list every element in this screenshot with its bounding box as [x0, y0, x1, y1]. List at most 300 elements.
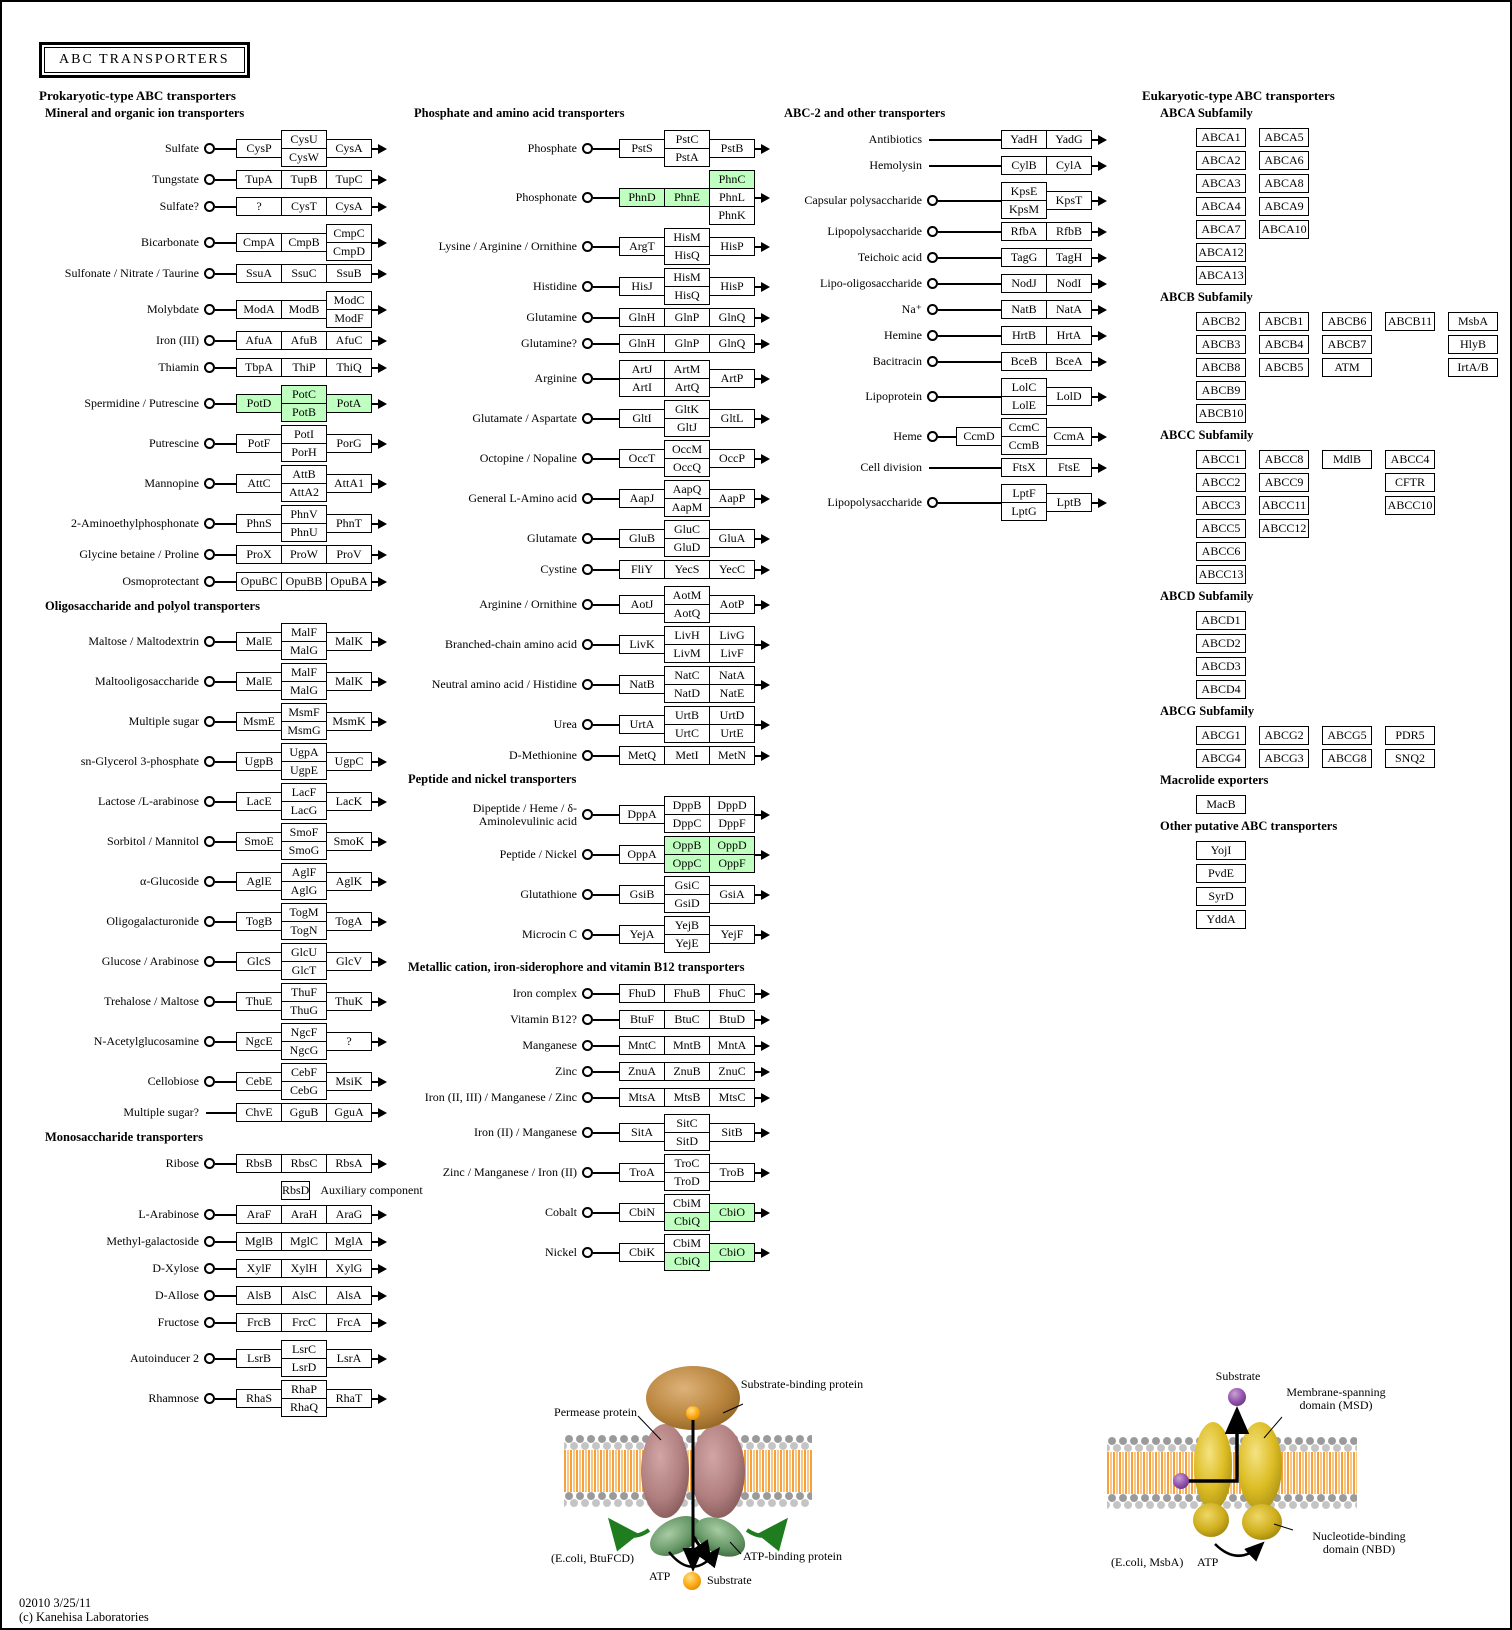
- gene-box[interactable]: OccM: [664, 440, 710, 459]
- gene-box[interactable]: GluC: [664, 520, 710, 539]
- compound-circle[interactable]: [204, 1263, 215, 1274]
- gene-box[interactable]: ABCC12: [1259, 519, 1309, 538]
- gene-box[interactable]: FrcA: [326, 1313, 372, 1332]
- gene-box[interactable]: ThuF: [281, 983, 327, 1002]
- gene-box[interactable]: MsmK: [326, 712, 372, 731]
- compound-circle[interactable]: [927, 356, 938, 367]
- compound-circle[interactable]: [204, 1209, 215, 1220]
- gene-box[interactable]: AotQ: [664, 604, 710, 623]
- gene-box[interactable]: TroD: [664, 1172, 710, 1191]
- compound-circle[interactable]: [204, 438, 215, 449]
- gene-box[interactable]: ABCB9: [1196, 381, 1246, 400]
- gene-box[interactable]: CcmC: [1001, 418, 1047, 437]
- gene-box[interactable]: PstB: [709, 139, 755, 158]
- gene-box[interactable]: ABCA4: [1196, 197, 1246, 216]
- gene-box[interactable]: CysA: [326, 197, 372, 216]
- gene-box[interactable]: ModB: [281, 300, 327, 319]
- compound-circle[interactable]: [582, 1167, 593, 1178]
- compound-circle[interactable]: [204, 676, 215, 687]
- gene-box[interactable]: TroA: [619, 1163, 665, 1182]
- gene-box[interactable]: BtuD: [709, 1010, 755, 1029]
- gene-box[interactable]: AglK: [326, 872, 372, 891]
- gene-box[interactable]: OppB: [664, 836, 710, 855]
- compound-circle[interactable]: [927, 330, 938, 341]
- gene-box[interactable]: ABCB4: [1259, 335, 1309, 354]
- gene-box[interactable]: IrtA/B: [1448, 358, 1498, 377]
- gene-box[interactable]: AttC: [236, 474, 282, 493]
- compound-circle[interactable]: [204, 1236, 215, 1247]
- gene-box[interactable]: PDR5: [1385, 726, 1435, 745]
- gene-box[interactable]: AapP: [709, 489, 755, 508]
- gene-box[interactable]: LivF: [709, 644, 755, 663]
- compound-circle[interactable]: [204, 362, 215, 373]
- gene-box[interactable]: TroB: [709, 1163, 755, 1182]
- gene-box[interactable]: HisP: [709, 237, 755, 256]
- gene-box[interactable]: AotJ: [619, 595, 665, 614]
- gene-box[interactable]: ABCB11: [1385, 312, 1435, 331]
- compound-circle[interactable]: [582, 1207, 593, 1218]
- compound-circle[interactable]: [582, 1092, 593, 1103]
- compound-circle[interactable]: [204, 956, 215, 967]
- gene-box[interactable]: MetN: [709, 746, 755, 765]
- gene-box[interactable]: AraG: [326, 1205, 372, 1224]
- compound-circle[interactable]: [927, 497, 938, 508]
- gene-box[interactable]: PhnD: [619, 188, 665, 207]
- gene-box[interactable]: MsbA: [1448, 312, 1498, 331]
- gene-box[interactable]: TagH: [1046, 248, 1092, 267]
- gene-box[interactable]: ModA: [236, 300, 282, 319]
- gene-box[interactable]: ArgT: [619, 237, 665, 256]
- gene-box[interactable]: MntB: [664, 1036, 710, 1055]
- gene-box[interactable]: LacF: [281, 783, 327, 802]
- gene-box[interactable]: ABCC13: [1196, 565, 1246, 584]
- compound-circle[interactable]: [204, 201, 215, 212]
- gene-box[interactable]: LivM: [664, 644, 710, 663]
- gene-box[interactable]: MalG: [281, 681, 327, 700]
- gene-box[interactable]: DppD: [709, 796, 755, 815]
- gene-box[interactable]: YddA: [1196, 910, 1246, 929]
- gene-box[interactable]: UrtD: [709, 706, 755, 725]
- compound-circle[interactable]: [204, 876, 215, 887]
- compound-circle[interactable]: [927, 195, 938, 206]
- compound-circle[interactable]: [204, 1317, 215, 1328]
- gene-box[interactable]: LacE: [236, 792, 282, 811]
- gene-box[interactable]: YojI: [1196, 841, 1246, 860]
- gene-box[interactable]: CbiO: [709, 1243, 755, 1262]
- gene-box[interactable]: GluB: [619, 529, 665, 548]
- compound-circle[interactable]: [582, 679, 593, 690]
- gene-box[interactable]: ABCB1: [1259, 312, 1309, 331]
- gene-box[interactable]: GluD: [664, 538, 710, 557]
- gene-box[interactable]: ModF: [326, 309, 372, 328]
- gene-box[interactable]: FhuC: [709, 984, 755, 1003]
- gene-box[interactable]: PhnL: [709, 188, 755, 207]
- gene-box[interactable]: ABCC4: [1385, 450, 1435, 469]
- gene-box[interactable]: ABCD2: [1196, 634, 1246, 653]
- compound-circle[interactable]: [204, 1158, 215, 1169]
- gene-box[interactable]: YecC: [709, 560, 755, 579]
- gene-box[interactable]: TupC: [326, 170, 372, 189]
- compound-circle[interactable]: [582, 373, 593, 384]
- gene-box[interactable]: MsmE: [236, 712, 282, 731]
- compound-circle[interactable]: [582, 281, 593, 292]
- gene-box[interactable]: CysW: [281, 148, 327, 167]
- gene-box[interactable]: KpsE: [1001, 182, 1047, 201]
- gene-box[interactable]: ThuG: [281, 1001, 327, 1020]
- gene-box[interactable]: PotI: [281, 425, 327, 444]
- gene-box[interactable]: CysA: [326, 139, 372, 158]
- gene-box[interactable]: PhnE: [664, 188, 710, 207]
- gene-box[interactable]: MtsA: [619, 1088, 665, 1107]
- gene-box[interactable]: XylG: [326, 1259, 372, 1278]
- gene-box[interactable]: DppF: [709, 814, 755, 833]
- gene-box[interactable]: AttA1: [326, 474, 372, 493]
- gene-box[interactable]: PorG: [326, 434, 372, 453]
- gene-box[interactable]: MacB: [1196, 795, 1246, 814]
- compound-circle[interactable]: [204, 174, 215, 185]
- compound-circle[interactable]: [582, 1040, 593, 1051]
- gene-box[interactable]: CysT: [281, 197, 327, 216]
- gene-box[interactable]: AlsA: [326, 1286, 372, 1305]
- gene-box[interactable]: ABCC2: [1196, 473, 1246, 492]
- compound-circle[interactable]: [204, 268, 215, 279]
- gene-box[interactable]: OppF: [709, 854, 755, 873]
- compound-circle[interactable]: [204, 518, 215, 529]
- gene-box[interactable]: ABCG2: [1259, 726, 1309, 745]
- gene-box[interactable]: ThuE: [236, 992, 282, 1011]
- gene-box[interactable]: AotP: [709, 595, 755, 614]
- gene-box[interactable]: LptF: [1001, 484, 1047, 503]
- gene-box[interactable]: FhuB: [664, 984, 710, 1003]
- gene-box[interactable]: SmoF: [281, 823, 327, 842]
- gene-box[interactable]: NgcE: [236, 1032, 282, 1051]
- compound-circle[interactable]: [204, 237, 215, 248]
- gene-box[interactable]: PstC: [664, 130, 710, 149]
- gene-box[interactable]: NodJ: [1001, 274, 1047, 293]
- gene-box[interactable]: AttA2: [281, 483, 327, 502]
- gene-box[interactable]: LivG: [709, 626, 755, 645]
- gene-box[interactable]: HisQ: [664, 286, 710, 305]
- gene-box[interactable]: UgpA: [281, 743, 327, 762]
- gene-box[interactable]: CysP: [236, 139, 282, 158]
- gene-box[interactable]: AapJ: [619, 489, 665, 508]
- gene-box[interactable]: BtuF: [619, 1010, 665, 1029]
- gene-box[interactable]: MglA: [326, 1232, 372, 1251]
- gene-box[interactable]: CmpD: [326, 242, 372, 261]
- gene-box[interactable]: ABCB8: [1196, 358, 1246, 377]
- gene-box[interactable]: NatB: [1001, 300, 1047, 319]
- gene-box[interactable]: ABCA13: [1196, 266, 1246, 285]
- gene-box[interactable]: DppA: [619, 805, 665, 824]
- gene-box[interactable]: TogM: [281, 903, 327, 922]
- gene-box[interactable]: RhaQ: [281, 1398, 327, 1417]
- compound-circle[interactable]: [582, 493, 593, 504]
- compound-circle[interactable]: [582, 1127, 593, 1138]
- gene-box[interactable]: MsmF: [281, 703, 327, 722]
- gene-box[interactable]: LsrB: [236, 1349, 282, 1368]
- compound-circle[interactable]: [204, 398, 215, 409]
- gene-box[interactable]: YejE: [664, 934, 710, 953]
- gene-box[interactable]: AglG: [281, 881, 327, 900]
- gene-box[interactable]: ArtI: [619, 378, 665, 397]
- gene-box[interactable]: MtsB: [664, 1088, 710, 1107]
- gene-box[interactable]: LolC: [1001, 378, 1047, 397]
- compound-circle[interactable]: [582, 533, 593, 544]
- compound-circle[interactable]: [204, 756, 215, 767]
- gene-box[interactable]: MalK: [326, 672, 372, 691]
- gene-box[interactable]: ZnuA: [619, 1062, 665, 1081]
- gene-box[interactable]: ABCG8: [1322, 749, 1372, 768]
- gene-box[interactable]: PhnS: [236, 514, 282, 533]
- gene-box[interactable]: CbiN: [619, 1203, 665, 1222]
- compound-circle[interactable]: [204, 143, 215, 154]
- gene-box[interactable]: PotD: [236, 394, 282, 413]
- gene-box[interactable]: BtuC: [664, 1010, 710, 1029]
- gene-box[interactable]: ?: [236, 197, 282, 216]
- gene-box[interactable]: GlnQ: [709, 334, 755, 353]
- gene-box[interactable]: CmpC: [326, 224, 372, 243]
- gene-box[interactable]: OccP: [709, 449, 755, 468]
- gene-box[interactable]: GltJ: [664, 418, 710, 437]
- gene-box[interactable]: SmoG: [281, 841, 327, 860]
- gene-box[interactable]: ThiP: [281, 358, 327, 377]
- gene-box[interactable]: TroC: [664, 1154, 710, 1173]
- gene-box[interactable]: ABCC1: [1196, 450, 1246, 469]
- gene-box[interactable]: NgcG: [281, 1041, 327, 1060]
- compound-circle[interactable]: [582, 192, 593, 203]
- gene-box[interactable]: LivH: [664, 626, 710, 645]
- gene-box[interactable]: LolE: [1001, 396, 1047, 415]
- gene-box[interactable]: UgpB: [236, 752, 282, 771]
- gene-box[interactable]: CysU: [281, 130, 327, 149]
- gene-box[interactable]: LacK: [326, 792, 372, 811]
- gene-box[interactable]: ABCG3: [1259, 749, 1309, 768]
- gene-box[interactable]: ABCC8: [1259, 450, 1309, 469]
- compound-circle[interactable]: [204, 796, 215, 807]
- gene-box[interactable]: ProV: [326, 545, 372, 564]
- gene-box[interactable]: CcmA: [1046, 427, 1092, 446]
- gene-box[interactable]: CbiK: [619, 1243, 665, 1262]
- gene-box[interactable]: TbpA: [236, 358, 282, 377]
- gene-box[interactable]: FtsE: [1046, 458, 1092, 477]
- gene-box[interactable]: CebF: [281, 1063, 327, 1082]
- gene-box[interactable]: PhnT: [326, 514, 372, 533]
- gene-box[interactable]: PotB: [281, 403, 327, 422]
- compound-circle[interactable]: [204, 1076, 215, 1087]
- gene-box[interactable]: GlnQ: [709, 308, 755, 327]
- gene-box[interactable]: MalG: [281, 641, 327, 660]
- gene-box[interactable]: SitB: [709, 1123, 755, 1142]
- compound-circle[interactable]: [582, 719, 593, 730]
- gene-box[interactable]: ABCB10: [1196, 404, 1246, 423]
- gene-box[interactable]: ABCA9: [1259, 197, 1309, 216]
- gene-box[interactable]: YejF: [709, 925, 755, 944]
- gene-box[interactable]: NatE: [709, 684, 755, 703]
- gene-box[interactable]: AraF: [236, 1205, 282, 1224]
- gene-box[interactable]: ZnuC: [709, 1062, 755, 1081]
- gene-box[interactable]: RfbB: [1046, 222, 1092, 241]
- gene-box[interactable]: XylH: [281, 1259, 327, 1278]
- gene-box[interactable]: MalK: [326, 632, 372, 651]
- gene-box[interactable]: GltI: [619, 409, 665, 428]
- gene-box[interactable]: ChvE: [236, 1103, 282, 1122]
- gene-box[interactable]: NatB: [619, 675, 665, 694]
- gene-box[interactable]: OppC: [664, 854, 710, 873]
- gene-box[interactable]: CebG: [281, 1081, 327, 1100]
- gene-box[interactable]: MntA: [709, 1036, 755, 1055]
- gene-box[interactable]: MntC: [619, 1036, 665, 1055]
- gene-box[interactable]: FliY: [619, 560, 665, 579]
- gene-box[interactable]: HlyB: [1448, 335, 1498, 354]
- gene-box[interactable]: GlnH: [619, 334, 665, 353]
- gene-box[interactable]: ATM: [1322, 358, 1372, 377]
- compound-circle[interactable]: [582, 338, 593, 349]
- gene-box[interactable]: LsrD: [281, 1358, 327, 1377]
- gene-box[interactable]: HisJ: [619, 277, 665, 296]
- gene-box[interactable]: OppA: [619, 845, 665, 864]
- gene-box[interactable]: NatD: [664, 684, 710, 703]
- compound-circle[interactable]: [927, 304, 938, 315]
- gene-box[interactable]: SitA: [619, 1123, 665, 1142]
- compound-circle[interactable]: [582, 453, 593, 464]
- gene-box[interactable]: ABCC3: [1196, 496, 1246, 515]
- gene-box[interactable]: ArtQ: [664, 378, 710, 397]
- gene-box[interactable]: ABCG4: [1196, 749, 1246, 768]
- gene-box[interactable]: FtsX: [1001, 458, 1047, 477]
- gene-box[interactable]: ABCA1: [1196, 128, 1246, 147]
- gene-box[interactable]: AlsB: [236, 1286, 282, 1305]
- gene-box[interactable]: TupB: [281, 170, 327, 189]
- gene-box[interactable]: AglE: [236, 872, 282, 891]
- gene-box[interactable]: TogB: [236, 912, 282, 931]
- gene-box[interactable]: KpsT: [1046, 191, 1092, 210]
- gene-box[interactable]: AotM: [664, 586, 710, 605]
- gene-box[interactable]: NgcF: [281, 1023, 327, 1042]
- gene-box[interactable]: OccT: [619, 449, 665, 468]
- gene-box[interactable]: FrcB: [236, 1313, 282, 1332]
- gene-box[interactable]: ZnuB: [664, 1062, 710, 1081]
- gene-box[interactable]: TupA: [236, 170, 282, 189]
- gene-box[interactable]: UrtC: [664, 724, 710, 743]
- gene-box[interactable]: PhnV: [281, 505, 327, 524]
- gene-box[interactable]: AglF: [281, 863, 327, 882]
- gene-box[interactable]: ?: [326, 1032, 372, 1051]
- gene-box[interactable]: SitC: [664, 1114, 710, 1133]
- gene-box[interactable]: LivK: [619, 635, 665, 654]
- gene-box[interactable]: ThiQ: [326, 358, 372, 377]
- gene-box[interactable]: SsuA: [236, 264, 282, 283]
- gene-box[interactable]: SsuC: [281, 264, 327, 283]
- gene-box[interactable]: MalE: [236, 672, 282, 691]
- compound-circle[interactable]: [204, 836, 215, 847]
- compound-circle[interactable]: [582, 988, 593, 999]
- gene-box[interactable]: OppD: [709, 836, 755, 855]
- gene-box[interactable]: ArtP: [709, 369, 755, 388]
- gene-box[interactable]: BceB: [1001, 352, 1047, 371]
- gene-box[interactable]: GlnP: [664, 308, 710, 327]
- gene-box[interactable]: ABCA6: [1259, 151, 1309, 170]
- compound-circle[interactable]: [204, 304, 215, 315]
- gene-box[interactable]: MalE: [236, 632, 282, 651]
- compound-circle[interactable]: [927, 391, 938, 402]
- gene-box[interactable]: MtsC: [709, 1088, 755, 1107]
- gene-box[interactable]: ABCD3: [1196, 657, 1246, 676]
- gene-box[interactable]: CylA: [1046, 156, 1092, 175]
- gene-box[interactable]: AfuB: [281, 331, 327, 350]
- gene-box[interactable]: NatA: [709, 666, 755, 685]
- gene-box[interactable]: AfuC: [326, 331, 372, 350]
- gene-box[interactable]: YecS: [664, 560, 710, 579]
- gene-box[interactable]: RhaP: [281, 1380, 327, 1399]
- gene-box[interactable]: ABCA2: [1196, 151, 1246, 170]
- gene-box[interactable]: ABCB6: [1322, 312, 1372, 331]
- gene-box[interactable]: ABCA7: [1196, 220, 1246, 239]
- gene-box[interactable]: ArtJ: [619, 360, 665, 379]
- compound-circle[interactable]: [204, 1353, 215, 1364]
- compound-circle[interactable]: [204, 1290, 215, 1301]
- compound-circle[interactable]: [204, 1036, 215, 1047]
- gene-box[interactable]: MalF: [281, 623, 327, 642]
- gene-box[interactable]: AttB: [281, 465, 327, 484]
- gene-box[interactable]: HrtA: [1046, 326, 1092, 345]
- gene-box[interactable]: AapM: [664, 498, 710, 517]
- gene-box[interactable]: SNQ2: [1385, 749, 1435, 768]
- gene-box[interactable]: GlcU: [281, 943, 327, 962]
- gene-box[interactable]: PorH: [281, 443, 327, 462]
- gene-box[interactable]: CbiM: [664, 1234, 710, 1253]
- compound-circle[interactable]: [582, 889, 593, 900]
- gene-box[interactable]: YadG: [1046, 130, 1092, 149]
- compound-circle[interactable]: [582, 750, 593, 761]
- gene-box[interactable]: GsiD: [664, 894, 710, 913]
- gene-box[interactable]: ThuK: [326, 992, 372, 1011]
- gene-box[interactable]: UrtA: [619, 715, 665, 734]
- gene-box[interactable]: PotA: [326, 394, 372, 413]
- gene-box[interactable]: MetI: [664, 746, 710, 765]
- gene-box[interactable]: UrtB: [664, 706, 710, 725]
- gene-box[interactable]: CcmB: [1001, 436, 1047, 455]
- gene-box[interactable]: ABCA3: [1196, 174, 1246, 193]
- gene-box[interactable]: GsiB: [619, 885, 665, 904]
- gene-box[interactable]: ABCA12: [1196, 243, 1246, 262]
- gene-box[interactable]: CcmD: [956, 427, 1002, 446]
- gene-box[interactable]: FrcC: [281, 1313, 327, 1332]
- gene-box[interactable]: CFTR: [1385, 473, 1435, 492]
- gene-box[interactable]: HrtB: [1001, 326, 1047, 345]
- gene-box[interactable]: YejA: [619, 925, 665, 944]
- gene-box[interactable]: SitD: [664, 1132, 710, 1151]
- gene-box[interactable]: ABCB5: [1259, 358, 1309, 377]
- gene-box[interactable]: RbsB: [236, 1154, 282, 1173]
- gene-box[interactable]: FhuD: [619, 984, 665, 1003]
- compound-circle[interactable]: [204, 716, 215, 727]
- gene-box[interactable]: RbsA: [326, 1154, 372, 1173]
- gene-box[interactable]: ArtM: [664, 360, 710, 379]
- compound-circle[interactable]: [582, 599, 593, 610]
- gene-box[interactable]: GlcS: [236, 952, 282, 971]
- gene-box[interactable]: PstS: [619, 139, 665, 158]
- gene-box[interactable]: XylF: [236, 1259, 282, 1278]
- compound-circle[interactable]: [927, 431, 938, 442]
- gene-box[interactable]: LsrA: [326, 1349, 372, 1368]
- gene-box[interactable]: LptG: [1001, 502, 1047, 521]
- gene-box[interactable]: ABCC5: [1196, 519, 1246, 538]
- compound-circle[interactable]: [582, 1014, 593, 1025]
- gene-box[interactable]: NodI: [1046, 274, 1092, 293]
- gene-box[interactable]: AraH: [281, 1205, 327, 1224]
- compound-circle[interactable]: [582, 639, 593, 650]
- gene-box[interactable]: CbiM: [664, 1194, 710, 1213]
